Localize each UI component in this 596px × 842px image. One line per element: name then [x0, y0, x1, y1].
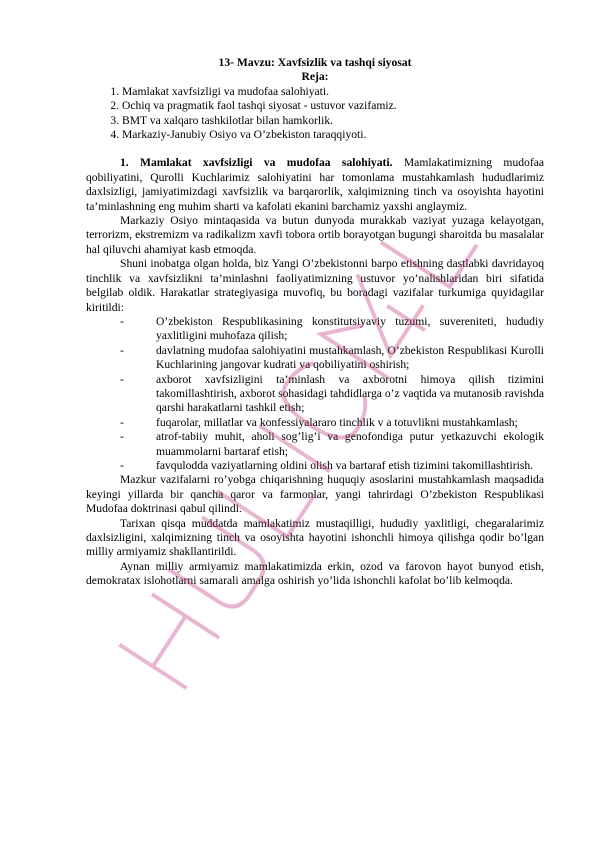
task-text: favqulodda vaziyatlarning oldini olish va bartaraf etish tizimini takomillashtirish. — [156, 458, 534, 472]
paragraph-2: Markaziy Osiyo mintaqasida va butun dunyoda murakkab vaziyat yuzaga kelayotgan, terrorizm, ekstremizm va radikalizm xavfi tobora ortib borayotgan bugungi sharoitda bu masalalar hal qiluvchi ahamiyat kasb etmoqda. — [86, 214, 544, 256]
section1-intro: Mamlakatimizning mudofaa qobiliyatini, Qurolli Kuchlarimiz salohiyatini har tomonlama mustahkamlash hududlarimiz daxlsizligi, jamiyatimizdagi xavfsizlik va barqarorlik, xalqimizning tinch va osoyishta hayotini ta’minlashning eng muhim sharti va kafolati ekanini barchamiz yaxshi anglaymiz. — [86, 156, 544, 213]
task-item — [120, 416, 544, 430]
paragraph-5: Tarixan qisqa muddatda mamlakatimiz mustaqilligi, hududiy yaxlitligi, chegaralarimiz daxlsizligini, xalqimizning tinch va osoyishta hayotini ishonchli himoya qilishga qodir bo’lgan milliy armiyamiz shakllantirildi. — [86, 516, 544, 559]
dash-marker: - — [120, 430, 124, 444]
plan-list — [86, 85, 544, 143]
task-item — [120, 373, 544, 416]
plan-item: 1. Mamlakat xavfsizligi va mudofaa salohiyati. — [122, 85, 544, 99]
dash-marker: - — [120, 343, 124, 357]
paragraph-6: Aynan milliy armiyamiz mamlakatimizda erkin, ozod va farovon hayot bunyod etish, demokratax islohotlarni samarali amalga oshirish yo’lida ishonchli kafolat bo’lib kelmoqda. — [86, 559, 544, 588]
paragraph-3: Shuni inobatga olgan holda, biz Yangi O’zbekistonni barpo etishning dastlabki davridayoq tinchlik va xavfsizlikni ta’minlashni faoliyatimizning ustuvor yo’nalishlaridan biri sifatida belgilab oldik. Harakatlar strategiyasiga muvofiq, bu boradagi vazifalar turkumiga quyidagilar kiritildi: — [86, 257, 544, 314]
document-body — [86, 56, 544, 589]
task-item — [120, 459, 544, 473]
task-text: O’zbekiston Respublikasining konstitutsiyaviy tuzumi, suvereniteti, hududiy yaxlitligini muhofaza qilish; — [156, 314, 544, 343]
dash-marker: - — [120, 458, 124, 472]
section1-paragraph — [86, 156, 544, 214]
plan-heading: Reja: — [301, 70, 329, 84]
dash-marker: - — [120, 372, 124, 386]
page-title: 13- Mavzu: Xavfsizlik va tashqi siyosat — [218, 56, 412, 69]
dash-marker: - — [120, 314, 124, 328]
task-item — [120, 430, 544, 459]
task-text: atrof-tabiiy muhit, aholi sog’lig’i va genofondiga putur yetkazuvchi ekologik muammolarni bartaraf etish; — [156, 430, 544, 458]
task-text: fuqarolar, millatlar va konfessiyalararo tinchlik v a totuvlikni mustahkamlash; — [156, 415, 518, 429]
plan-item: 4. Markaziy-Janubiy Osiyo va O’zbekiston taraqqiyoti. — [122, 128, 544, 142]
task-item — [120, 315, 544, 344]
task-text: davlatning mudofaa salohiyatini mustahkamlash, O’zbekiston Respublikasi Kurolli Kuchlarining jangovar kudrati va qobiliyatini oshirish; — [156, 343, 544, 372]
task-text: axborot xavfsizligini ta’minlash va axborotni himoya qilish tizimini takomillashtirish, axborot sohasidagi tahdidlarga o’z vaqtida va mutanosib ravishda qarshi harakatlarni tashkil etish; — [156, 372, 544, 415]
paragraph-4: Mazkur vazifalarni ro’yobga chiqarishning huquqiy asoslarini mustahkamlash maqsadida keyingi yillarda bir qancha qaror va farmonlar, yangi tahrirdagi O’zbekiston Respublikasi Mudofaa doktrinasi qabul qilindi. — [86, 473, 544, 516]
plan-item: 3. BMT va xalqaro tashkilotlar bilan hamkorlik. — [122, 114, 544, 128]
dash-marker: - — [120, 415, 124, 429]
task-item — [120, 344, 544, 373]
plan-item: 2. Ochiq va pragmatik faol tashqi siyosat - ustuvor vazifamiz. — [122, 99, 544, 113]
section1-heading: 1. Mamlakat xavfsizligi va mudofaa salohiyati. — [120, 156, 393, 170]
